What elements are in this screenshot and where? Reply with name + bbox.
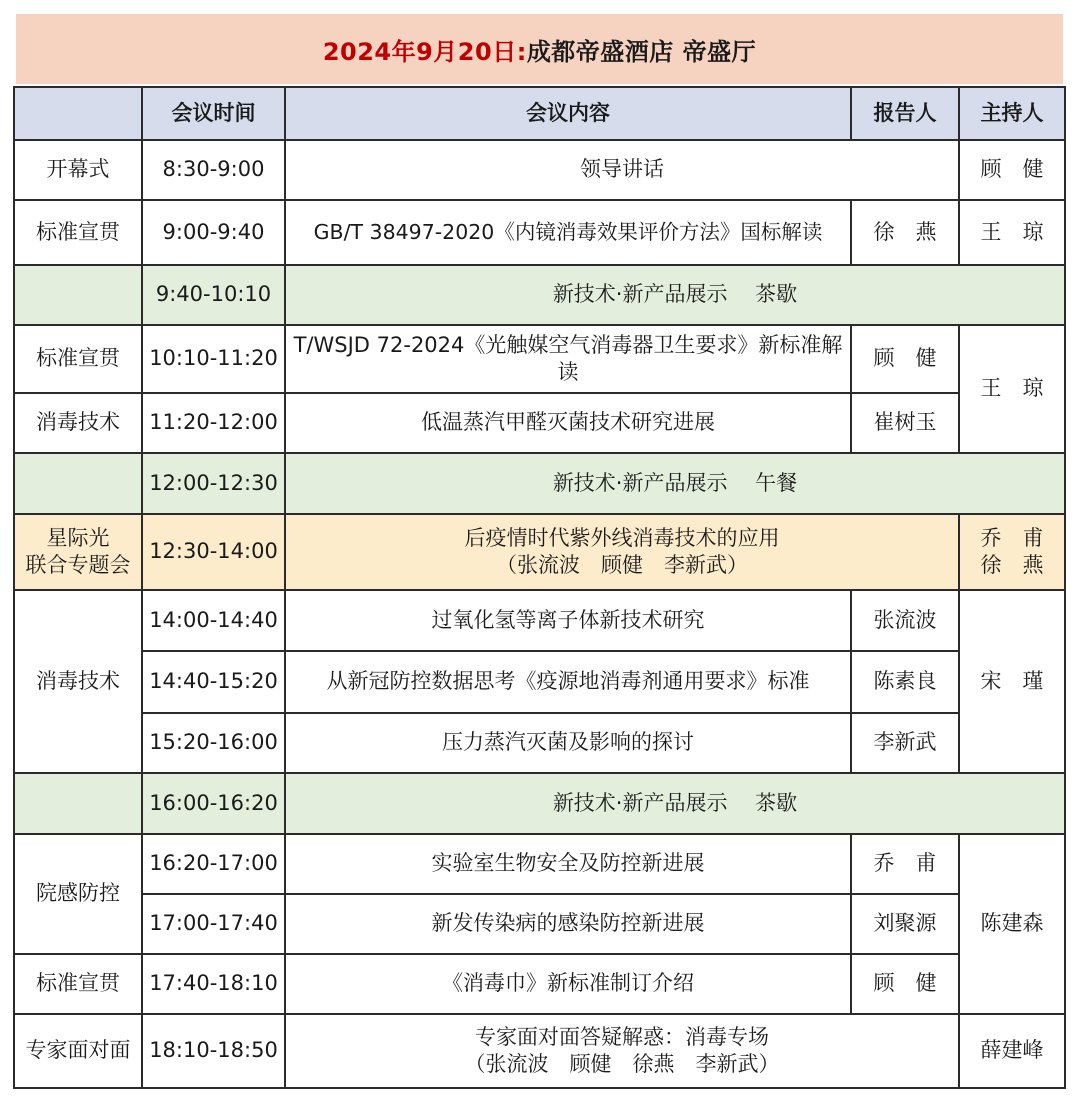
table-row-special	[14, 514, 1065, 590]
speaker-cell: 徐 燕	[851, 200, 959, 265]
session-line: 星际光	[46, 525, 110, 550]
host-cell	[959, 514, 1065, 590]
speaker-cell: 李新武	[851, 713, 959, 773]
header-session	[14, 87, 142, 140]
header-content: 会议内容	[285, 87, 851, 140]
time-cell: 10:10-11:20	[142, 325, 285, 393]
content-cell: 压力蒸汽灭菌及影响的探讨	[285, 713, 851, 773]
time-cell: 17:40-18:10	[142, 954, 285, 1014]
content-cell: T/WSJD 72-2024《光触媒空气消毒器卫生要求》新标准解读	[285, 325, 851, 393]
time-cell: 16:00-16:20	[142, 773, 285, 834]
table-row	[14, 834, 1065, 894]
session-line: 联合专题会	[25, 553, 131, 577]
host-cell: 薛建峰	[959, 1014, 1065, 1088]
content-line: （张流波 顾健 李新武）	[496, 553, 748, 577]
table-row	[14, 325, 1065, 393]
time-cell: 11:20-12:00	[142, 393, 285, 453]
content-cell: 新技术·新产品展示 茶歇	[285, 773, 1065, 834]
session-cell: 专家面对面	[14, 1014, 142, 1088]
table-row	[14, 1014, 1065, 1088]
time-cell: 14:00-14:40	[142, 590, 285, 651]
host-line: 乔 甫	[980, 525, 1044, 550]
time-cell: 12:30-14:00	[142, 514, 285, 590]
content-cell: GB/T 38497-2020《内镜消毒效果评价方法》国标解读	[285, 200, 851, 265]
session-cell: 标准宣贯	[14, 954, 142, 1014]
speaker-cell: 顾 健	[851, 954, 959, 1014]
speaker-cell: 崔树玉	[851, 393, 959, 453]
session-cell	[14, 453, 142, 514]
content-cell: 实验室生物安全及防控新进展	[285, 834, 851, 894]
table-row	[14, 894, 1065, 954]
session-cell: 消毒技术	[14, 393, 142, 453]
content-cell: 《消毒巾》新标准制订介绍	[285, 954, 851, 1014]
table-row-break	[14, 453, 1065, 514]
session-cell: 消毒技术	[14, 590, 142, 773]
session-cell	[14, 773, 142, 834]
header-host: 主持人	[959, 87, 1065, 140]
table-row-break	[14, 773, 1065, 834]
content-cell: 低温蒸汽甲醛灭菌技术研究进展	[285, 393, 851, 453]
time-cell: 9:40-10:10	[142, 265, 285, 325]
cropped-heading	[420, 0, 660, 6]
time-cell: 16:20-17:00	[142, 834, 285, 894]
content-cell: 领导讲话	[285, 140, 959, 200]
speaker-cell: 张流波	[851, 590, 959, 651]
session-cell	[14, 514, 142, 590]
title-venue: 成都帝盛酒店 帝盛厅	[526, 37, 757, 66]
host-cell: 顾 健	[959, 140, 1065, 200]
time-cell: 8:30-9:00	[142, 140, 285, 200]
time-cell: 15:20-16:00	[142, 713, 285, 773]
content-cell: 过氧化氢等离子体新技术研究	[285, 590, 851, 651]
time-cell: 18:10-18:50	[142, 1014, 285, 1088]
title-banner	[16, 14, 1063, 84]
session-cell	[14, 265, 142, 325]
content-cell: 新发传染病的感染防控新进展	[285, 894, 851, 954]
time-cell: 12:00-12:30	[142, 453, 285, 514]
content-cell: 从新冠防控数据思考《疫源地消毒剂通用要求》标准	[285, 651, 851, 713]
session-cell: 院感防控	[14, 834, 142, 954]
header-time: 会议时间	[142, 87, 285, 140]
table-row-break	[14, 265, 1065, 325]
title-date: 2024年9月20日:	[322, 37, 527, 66]
content-cell	[285, 1014, 959, 1088]
time-cell: 14:40-15:20	[142, 651, 285, 713]
host-cell: 宋 瑾	[959, 590, 1065, 773]
speaker-cell: 乔 甫	[851, 834, 959, 894]
table-row	[14, 651, 1065, 713]
table-row	[14, 393, 1065, 453]
content-cell: 新技术·新产品展示 午餐	[285, 453, 1065, 514]
header-speaker: 报告人	[851, 87, 959, 140]
content-line: （张流波 顾健 徐燕 李新武）	[464, 1052, 780, 1076]
session-cell: 开幕式	[14, 140, 142, 200]
host-line: 徐 燕	[980, 553, 1044, 577]
content-line: 后疫情时代紫外线消毒技术的应用	[464, 525, 780, 550]
session-cell: 标准宣贯	[14, 325, 142, 393]
host-cell: 王 琼	[959, 200, 1065, 265]
speaker-cell: 顾 健	[851, 325, 959, 393]
table-row	[14, 590, 1065, 651]
host-cell: 王 琼	[959, 325, 1065, 453]
host-cell: 陈建森	[959, 834, 1065, 1014]
agenda-table	[13, 86, 1066, 1089]
header-row	[14, 87, 1065, 140]
time-cell: 9:00-9:40	[142, 200, 285, 265]
time-cell: 17:00-17:40	[142, 894, 285, 954]
speaker-cell: 陈素良	[851, 651, 959, 713]
content-line: 专家面对面答疑解惑：消毒专场	[475, 1024, 769, 1049]
content-cell: 新技术·新产品展示 茶歇	[285, 265, 1065, 325]
session-cell: 标准宣贯	[14, 200, 142, 265]
table-row	[14, 954, 1065, 1014]
content-cell	[285, 514, 959, 590]
table-row	[14, 140, 1065, 200]
table-row	[14, 200, 1065, 265]
speaker-cell: 刘聚源	[851, 894, 959, 954]
table-row	[14, 713, 1065, 773]
